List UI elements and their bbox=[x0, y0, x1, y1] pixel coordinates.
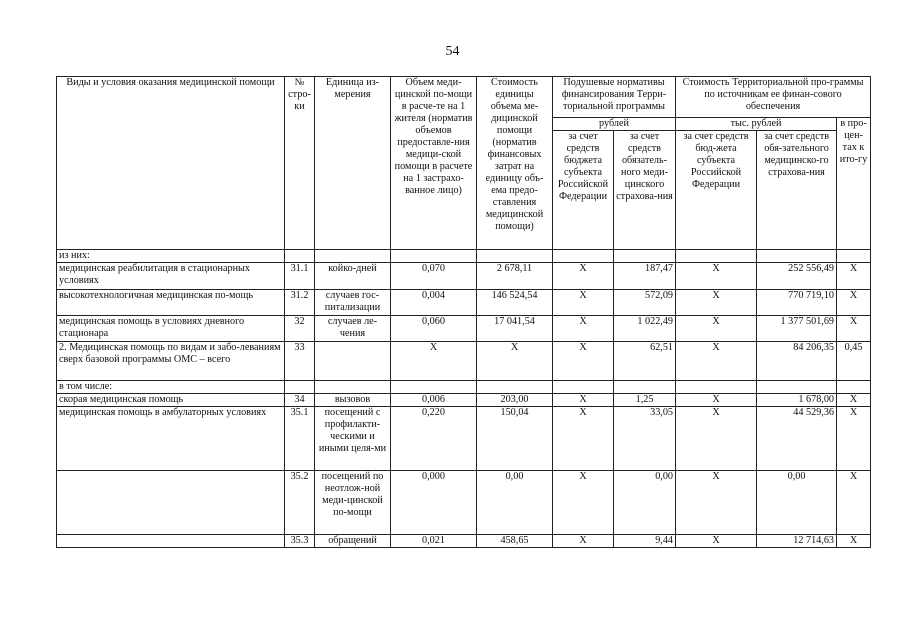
table-cell: 0,060 bbox=[391, 316, 477, 342]
row-name bbox=[57, 471, 285, 535]
table-cell bbox=[315, 342, 391, 381]
table-cell: обращений bbox=[315, 535, 391, 548]
header-oms-cost: за счет средств обя-зательного медицинско-го страхова-ния bbox=[757, 131, 837, 250]
table-cell: посещений с профилакти-ческими и иными целя-ми bbox=[315, 407, 391, 471]
table-row bbox=[57, 342, 871, 381]
table-cell: X bbox=[553, 407, 614, 471]
table-cell: X bbox=[676, 290, 757, 316]
table-cell: 0,45 bbox=[837, 342, 871, 381]
table-cell: 0,006 bbox=[391, 394, 477, 407]
table-cell bbox=[676, 250, 757, 263]
header-regional-budget-cost: за счет средств бюд-жета субъекта Российской Федерации bbox=[676, 131, 757, 250]
table-cell: 35.2 bbox=[285, 471, 315, 535]
table-cell: X bbox=[837, 290, 871, 316]
row-name: 2. Медицинская помощь по видам и забо-леваниям сверх базовой программы ОМС – всего bbox=[57, 342, 285, 381]
table-row bbox=[57, 316, 871, 342]
table-row bbox=[57, 263, 871, 290]
table-cell bbox=[477, 250, 553, 263]
header-volume: Объем меди-цинской по-мощи в расче-те на 1 жителя (норматив объемов предоставле-ния медици-ской помощи в расчете на 1 застрахо-ванное лицо) bbox=[391, 77, 477, 250]
table-cell: X bbox=[676, 316, 757, 342]
table-row bbox=[57, 407, 871, 471]
table-cell bbox=[553, 381, 614, 394]
table-cell bbox=[391, 250, 477, 263]
table-cell: 9,44 bbox=[614, 535, 676, 548]
header-care-type: Виды и условия оказания медицинской помощи bbox=[57, 77, 285, 250]
row-name: высокотехнологичная медицинская по-мощь bbox=[57, 290, 285, 316]
table-cell: 572,09 bbox=[614, 290, 676, 316]
table-cell: X bbox=[676, 407, 757, 471]
header-unit-rubles: рублей bbox=[553, 118, 676, 131]
header-row-number: № стро-ки bbox=[285, 77, 315, 250]
row-name: из них: bbox=[57, 250, 285, 263]
table-row bbox=[57, 290, 871, 316]
table-cell: X bbox=[676, 263, 757, 290]
table-cell: 32 bbox=[285, 316, 315, 342]
table-cell: 33,05 bbox=[614, 407, 676, 471]
table-cell bbox=[285, 250, 315, 263]
table-cell: X bbox=[676, 535, 757, 548]
header-percent-of-total: в про-цен-тах к ито-гу bbox=[837, 118, 871, 250]
table-cell: случаев ле-чения bbox=[315, 316, 391, 342]
table-cell: X bbox=[553, 394, 614, 407]
table-cell bbox=[553, 250, 614, 263]
table-cell: 35.3 bbox=[285, 535, 315, 548]
table-cell: X bbox=[837, 394, 871, 407]
table-row bbox=[57, 471, 871, 535]
row-name bbox=[57, 535, 285, 548]
table-cell: 458,65 bbox=[477, 535, 553, 548]
table-cell: X bbox=[837, 263, 871, 290]
table-cell: 12 714,63 bbox=[757, 535, 837, 548]
row-name: медицинская реабилитация в стационарных условиях bbox=[57, 263, 285, 290]
table-cell: 0,004 bbox=[391, 290, 477, 316]
table-row bbox=[57, 394, 871, 407]
table-cell bbox=[315, 381, 391, 394]
table-cell: 17 041,54 bbox=[477, 316, 553, 342]
table-cell: X bbox=[391, 342, 477, 381]
table-cell bbox=[676, 381, 757, 394]
header-unit-thousand-rubles: тыс. рублей bbox=[676, 118, 837, 131]
table-cell: 44 529,36 bbox=[757, 407, 837, 471]
table-cell: посещений по неотлож-ной меди-цинской по-мощи bbox=[315, 471, 391, 535]
table-cell: X bbox=[676, 471, 757, 535]
table-cell: X bbox=[553, 290, 614, 316]
table-cell: 0,220 bbox=[391, 407, 477, 471]
table-cell: 146 524,54 bbox=[477, 290, 553, 316]
table-cell bbox=[391, 381, 477, 394]
table-cell bbox=[315, 250, 391, 263]
table-cell: случаев гос-питализации bbox=[315, 290, 391, 316]
table-cell: 0,021 bbox=[391, 535, 477, 548]
table-cell: 34 bbox=[285, 394, 315, 407]
table-cell bbox=[614, 250, 676, 263]
table-cell: X bbox=[553, 535, 614, 548]
table-cell: 62,51 bbox=[614, 342, 676, 381]
table-cell bbox=[614, 381, 676, 394]
header-unit: Единица из-мерения bbox=[315, 77, 391, 250]
table-cell: X bbox=[676, 394, 757, 407]
table-row bbox=[57, 381, 871, 394]
table-cell: 0,00 bbox=[614, 471, 676, 535]
row-name: медицинская помощь в условиях дневного стационара bbox=[57, 316, 285, 342]
table-cell: X bbox=[553, 263, 614, 290]
table-cell: 150,04 bbox=[477, 407, 553, 471]
table-cell bbox=[757, 250, 837, 263]
table-cell: 1 377 501,69 bbox=[757, 316, 837, 342]
table-cell: X bbox=[553, 316, 614, 342]
table-row bbox=[57, 535, 871, 548]
table-cell bbox=[757, 381, 837, 394]
table-cell: вызовов bbox=[315, 394, 391, 407]
table-cell: 31.1 bbox=[285, 263, 315, 290]
header-program-cost: Стоимость Территориальной про-граммы по источникам ее финан-сового обеспечения bbox=[676, 77, 871, 118]
table-cell: X bbox=[837, 316, 871, 342]
header-unit-cost: Стоимость единицы объема ме-дицинской помощи (норматив финансовых затрат на единицу объ-ема предо-ставления медицинской помощи) bbox=[477, 77, 553, 250]
table-cell: 252 556,49 bbox=[757, 263, 837, 290]
table-cell: 33 bbox=[285, 342, 315, 381]
table-cell: 35.1 bbox=[285, 407, 315, 471]
table-cell: 1 022,49 bbox=[614, 316, 676, 342]
table-cell: 84 206,35 bbox=[757, 342, 837, 381]
medical-care-cost-table bbox=[56, 76, 871, 548]
table-cell: 31.2 bbox=[285, 290, 315, 316]
header-regional-budget: за счет средств бюджета субъекта Российской Федерации bbox=[553, 131, 614, 250]
table-cell bbox=[285, 381, 315, 394]
table-cell: 1,25 bbox=[614, 394, 676, 407]
header-per-capita-norms: Подушевые нормативы финансирования Терри-ториальной программы bbox=[553, 77, 676, 118]
table-cell: 203,00 bbox=[477, 394, 553, 407]
table-cell: 770 719,10 bbox=[757, 290, 837, 316]
page-number: 54 bbox=[445, 44, 460, 59]
table-cell bbox=[477, 381, 553, 394]
table-cell: 0,070 bbox=[391, 263, 477, 290]
table-cell: 2 678,11 bbox=[477, 263, 553, 290]
table-cell: X bbox=[837, 535, 871, 548]
table-cell: 187,47 bbox=[614, 263, 676, 290]
table-cell: 0,000 bbox=[391, 471, 477, 535]
header-oms-funds: за счет средств обязатель-ного меди-цинского страхова-ния bbox=[614, 131, 676, 250]
table-cell: койко-дней bbox=[315, 263, 391, 290]
table-cell: 1 678,00 bbox=[757, 394, 837, 407]
table-cell: X bbox=[676, 342, 757, 381]
table-cell: X bbox=[553, 471, 614, 535]
table-cell: X bbox=[837, 471, 871, 535]
row-name: медицинская помощь в амбулаторных условиях bbox=[57, 407, 285, 471]
table-cell: 0,00 bbox=[477, 471, 553, 535]
table-cell: 0,00 bbox=[757, 471, 837, 535]
row-name: скорая медицинская помощь bbox=[57, 394, 285, 407]
table-cell bbox=[837, 381, 871, 394]
row-name: в том числе: bbox=[57, 381, 285, 394]
table-row bbox=[57, 250, 871, 263]
table-cell: X bbox=[477, 342, 553, 381]
table-cell: X bbox=[837, 407, 871, 471]
table-cell bbox=[837, 250, 871, 263]
table-cell: X bbox=[553, 342, 614, 381]
